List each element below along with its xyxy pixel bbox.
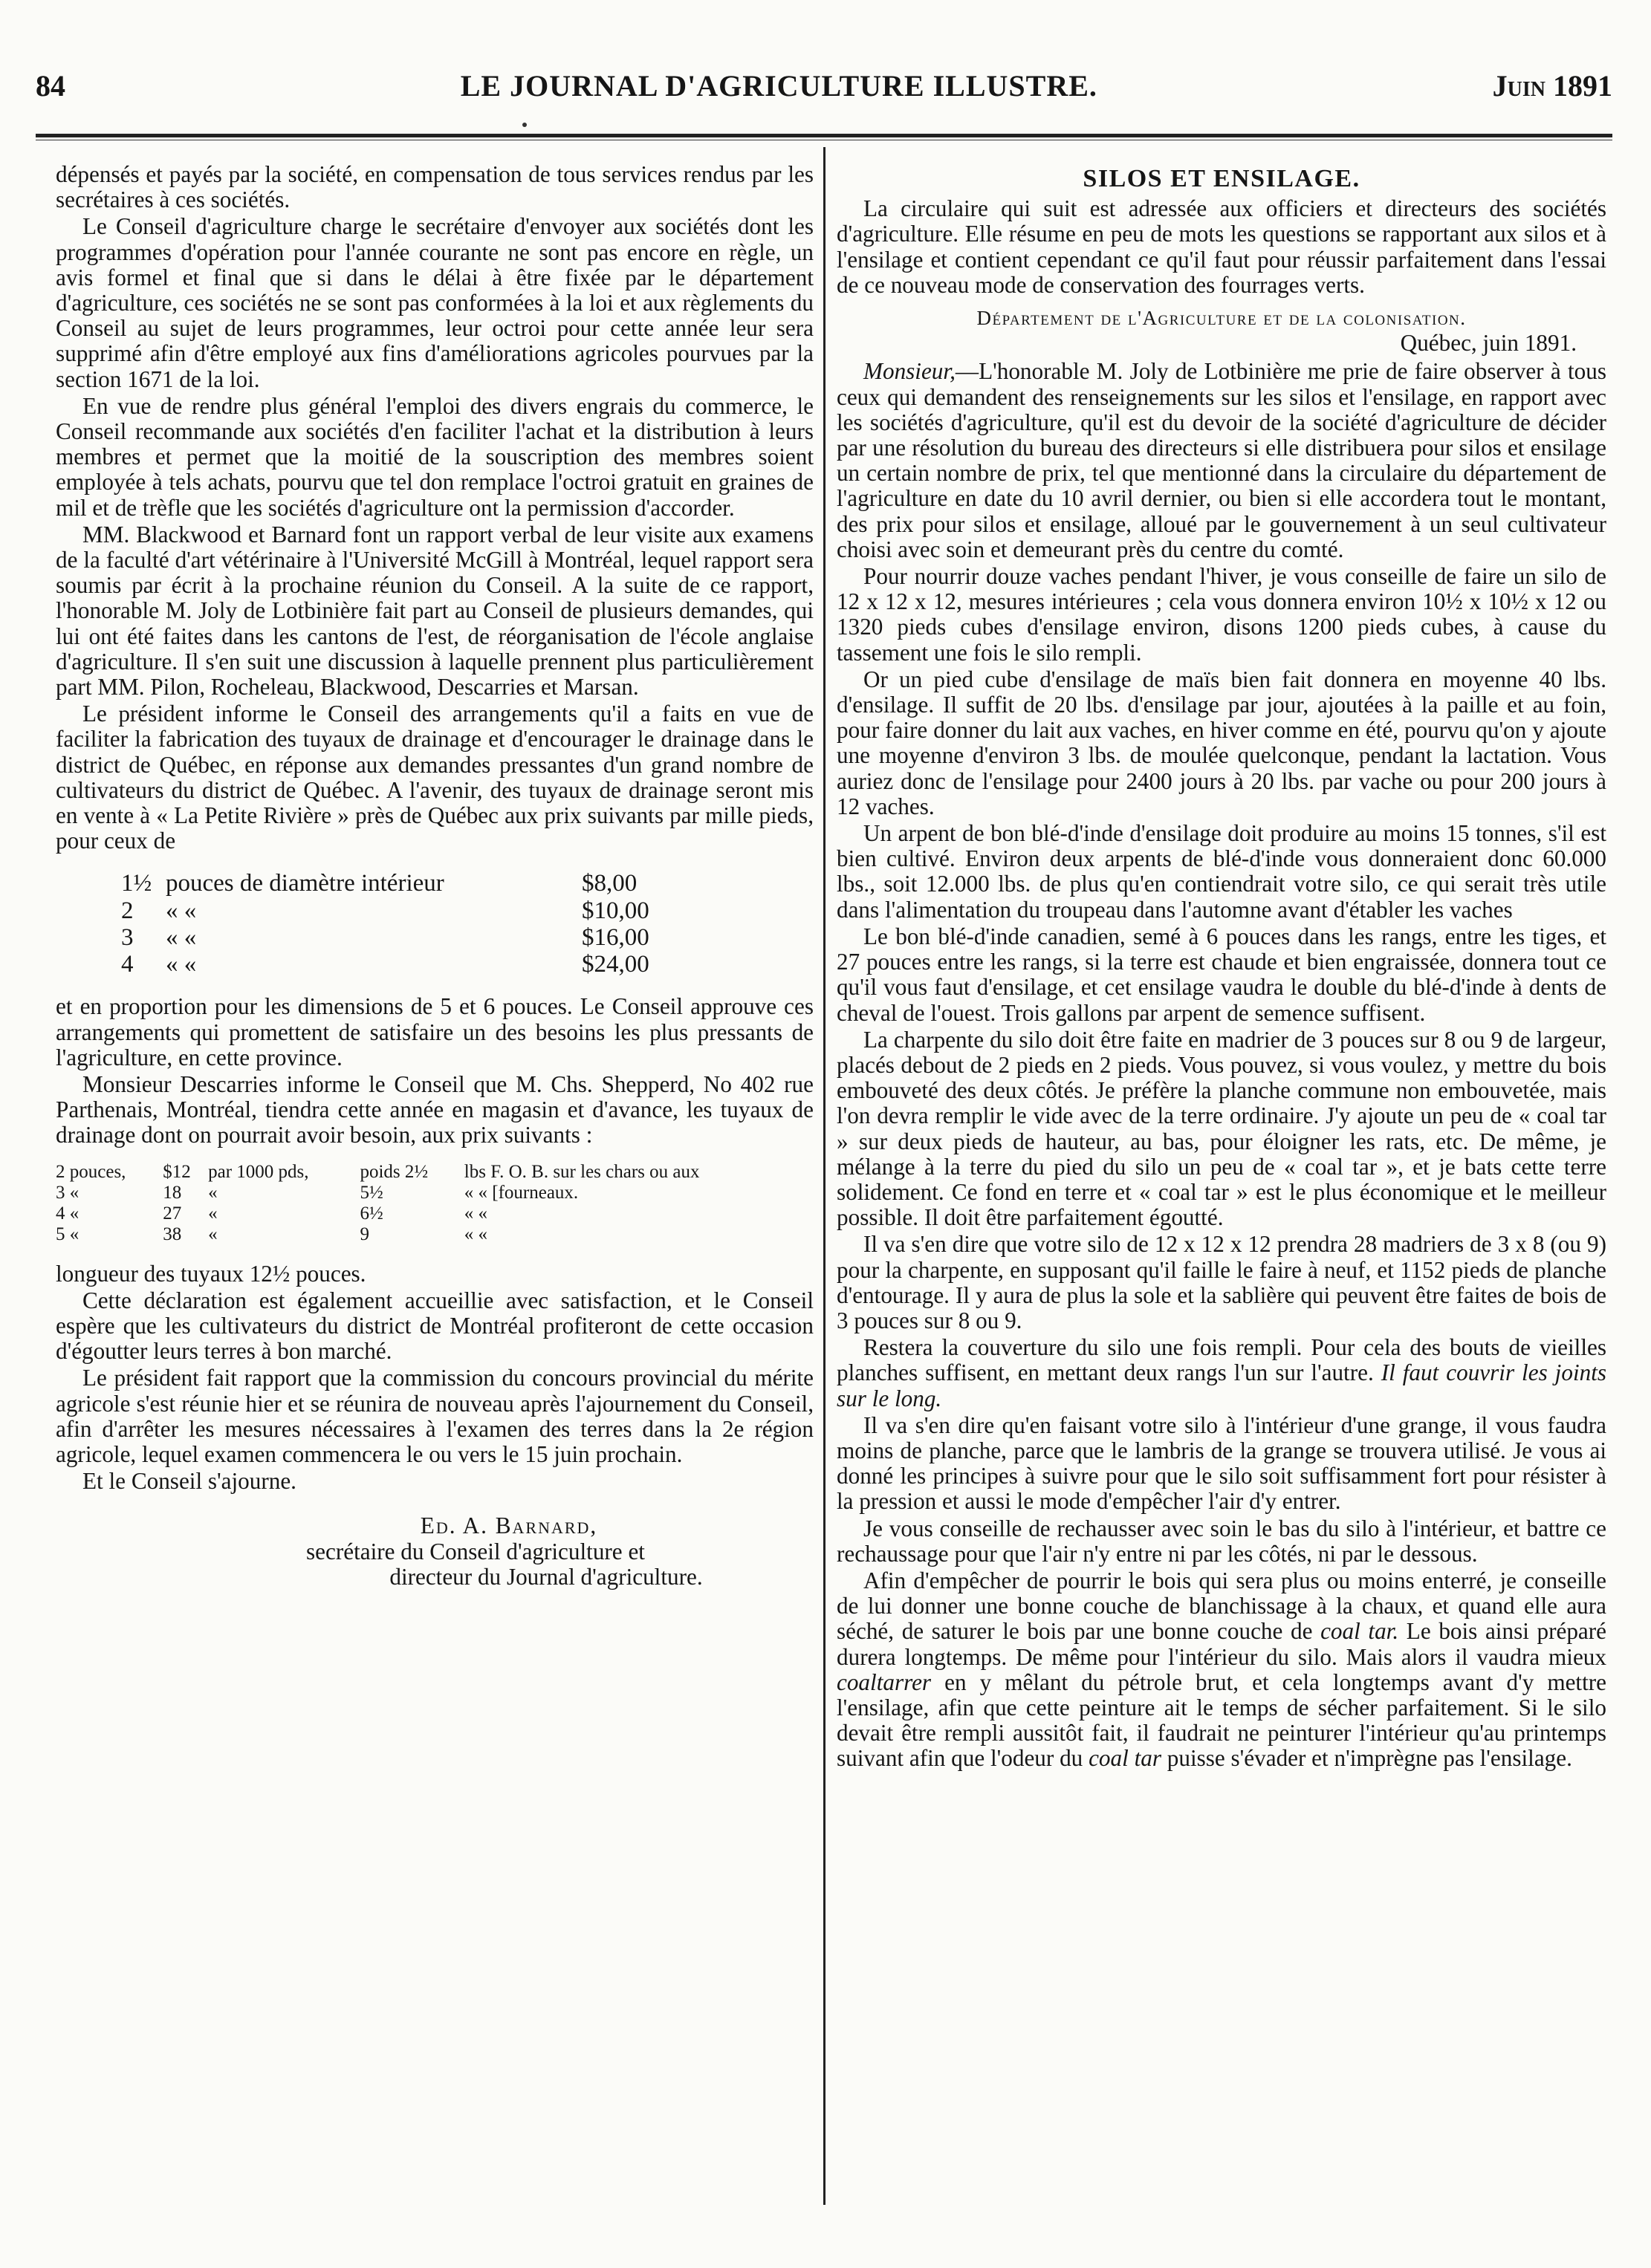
table-row	[121, 897, 701, 924]
paragraph-text: Restera la couverture du silo une fois rempli. Pour cela des bouts de vieilles planches suffisent, en mettant deux rangs l'un sur l'autre.	[837, 1334, 1606, 1386]
article-title: SILOS ET ENSILAGE.	[1083, 165, 1360, 192]
paragraph: Le Conseil d'agriculture charge le secrétaire d'envoyer aux sociétés dont les programmes d'opération pour l'année courante ne sont pas encore en règle, un avis formel et final que si dans le délai à être fixée par le département d'agriculture, ces sociétés ne se sont pas conformées à la loi et aux règlements du Conseil au sujet de leurs programmes, leur octroi pour cette année leur sera supprimé afin d'être employé aux fins d'améliorations agricoles pourvues par la section 1671 de la loi.	[56, 213, 814, 392]
cell: 5 «	[56, 1224, 80, 1244]
cell: $12	[163, 1161, 191, 1182]
paragraph: Il va s'en dire que votre silo de 12 x 12 x 12 prendra 28 madriers de 3 x 8 (ou 9) pour la charpente, en supposant qu'il faille le faire à neuf, et 1152 pieds de planche d'entourage. Il y aura de plus la sole et la sablière qui peuvent être faites de bois de 3 pouces sur 8 ou 9.	[837, 1231, 1606, 1333]
cell: 9	[360, 1224, 369, 1244]
cell: « «	[464, 1224, 488, 1244]
paragraph: dépensés et payés par la société, en compensation de tous services rendus par les secrétaires à ces sociétés.	[56, 161, 814, 213]
cell: 18	[163, 1182, 182, 1203]
signature-block	[56, 1513, 814, 1590]
paragraph-text: puisse s'évader et n'imprègne pas l'ensilage.	[1161, 1745, 1572, 1772]
tile-size: 1½	[121, 870, 152, 897]
paragraph: MM. Blackwood et Barnard font un rapport verbal de leur visite aux examens de la faculté d'art vétérinaire à l'Université McGill à Montréal, lequel rapport sera soumis par écrit à la prochaine réunion du Conseil. A la suite de ce rapport, l'honorable M. Joly de Lotbinière fait part au Conseil de plusieurs demandes, qui lui ont été faites dans les cantons de l'est, de réorganisation de l'école anglaise d'agriculture. Il s'en suit une discussion à laquelle prennent plus particulièrement part MM. Pilon, Rocheleau, Blackwood, Descarries et Marsan.	[56, 521, 814, 701]
emphasis: Il faut couvrir les joints sur le long.	[837, 1359, 1607, 1411]
running-header	[36, 68, 1612, 113]
tile-size: 2	[121, 897, 134, 924]
paragraph: La circulaire qui suit est adressée aux officiers et directeurs des sociétés d'agriculture. Elle résume en peu de mots les questions se rapportant aux silos et à l'ensilage et contient cependant ce qu'il faut pour réussir parfaitement dans l'essai de ce nouveau mode de conservation des fourrages verts.	[837, 195, 1606, 298]
table-row	[121, 870, 701, 897]
emphasis: coal tar	[1089, 1745, 1161, 1772]
table-row	[121, 951, 701, 978]
table-row	[56, 1183, 814, 1203]
cell: «	[208, 1203, 218, 1224]
signature-title: directeur du Journal d'agriculture.	[389, 1563, 703, 1590]
paragraph: Le bon blé-d'inde canadien, semé à 6 pouces dans les rangs, entre les tiges, et 27 pouces entre les rangs, si la terre est chaude et bien engraissée, donnera tout ce qu'il vous faut d'ensilage, et cet ensilage vaudra le double du blé-d'inde à dents de cheval de l'ouest. Trois gallons par arpent de semence suffisent.	[837, 923, 1606, 1026]
cell: «	[208, 1224, 218, 1244]
paragraph: Le président fait rapport que la commission du concours provincial du mérite agricole s'est réunie hier et se réunira de nouveau après l'ajournement du Conseil, afin d'arrêter les mesures nécessaires à l'examen des terres dans la 2e région agricole, lequel examen commencera le ou vers le 15 juin prochain.	[56, 1365, 814, 1467]
paragraph: Un arpent de bon blé-d'inde d'ensilage doit produire au moins 15 tonnes, s'il est bien cultivé. Environ deux arpents de blé-d'inde vous donneraient donc 60.000 lbs., soit 12.000 lbs. de plus qu'en contiendrait votre silo, ce qui serait très utile dans l'alimentation du troupeau dans l'automne avant d'établer les vaches	[837, 820, 1606, 923]
paragraph: En vue de rendre plus général l'emploi des divers engrais du commerce, le Conseil recommande aux sociétés d'en faciliter l'achat et la distribution à leurs membres et permet que la moitié de la souscription des membres soient employée à tels achats, pourvu que tel don remplace l'octroi gratuit en graines de mil et de trèfle que les sociétés d'agriculture ont la permission d'accorder.	[56, 392, 814, 521]
paragraph: longueur des tuyaux 12½ pouces.	[56, 1260, 366, 1287]
paragraph-text: Afin d'empêcher de pourrir le bois qui sera plus ou moins enterré, je conseille de lui donner une bonne couche de blanchissage à la chaux, et quand elle aura séché, de saturer le bois par une bonne couche de	[837, 1567, 1606, 1645]
cell: 5½	[360, 1182, 383, 1203]
paragraph-text: Le bois ainsi préparé durera longtemps. De même pour l'intérieur du silo. Mais alors il vaudra mieux	[837, 1618, 1606, 1670]
tile-label: pouces de diamètre intérieur	[166, 870, 444, 897]
header-dot	[522, 123, 527, 127]
tile-label: « «	[166, 897, 197, 924]
paragraph: Le président informe le Conseil des arrangements qu'il a faits en vue de faciliter la fabrication des tuyaux de drainage et d'encourager le drainage dans le district de Québec, en réponse aux demandes pressantes d'un grand nombre de cultivateurs du district de Québec. A l'avenir, des tuyaux de drainage seront mis en vente à « La Petite Rivière » près de Québec aux prix suivants par mille pieds, pour ceux de	[56, 701, 814, 854]
paragraph	[837, 1568, 1606, 1772]
tile-price: $16,00	[582, 923, 649, 951]
paragraph: et en proportion pour les dimensions de 5 et 6 pouces. Le Conseil approuve ces arrangements qui promettent de satisfaire un des besoins les plus pressants de l'agriculture, en cette province.	[56, 993, 814, 1070]
cell: «	[208, 1182, 218, 1203]
paragraph: Cette déclaration est également accueillie avec satisfaction, et le Conseil espère que les cultivateurs du district de Montréal profiteront de cette occasion d'égoutter leurs terres à bon marché.	[56, 1287, 814, 1365]
left-column	[56, 162, 814, 1590]
cell: poids 2½	[360, 1161, 429, 1182]
cell: 38	[163, 1224, 182, 1244]
table-row	[121, 924, 701, 951]
paragraph	[837, 1335, 1606, 1411]
cell: « «	[464, 1203, 488, 1224]
header-rule-thick	[36, 134, 1612, 137]
table-row	[56, 1203, 814, 1224]
department-heading: Département de l'Agriculture et de la colonisation.	[976, 307, 1467, 330]
paragraph	[837, 359, 1606, 562]
paragraph: Il va s'en dire qu'en faisant votre silo à l'intérieur d'une grange, il vous faudra moins de planche, parce que le lambris de la grange se trouvera utilisé. Je vous ai donné les principes à suivre pour que le silo soit suffisamment fort pour résister à la pression et aussi le mode d'empêcher l'air d'y entrer.	[837, 1411, 1606, 1515]
tile-label: « «	[166, 923, 197, 951]
emphasis: coaltarrer	[837, 1668, 932, 1695]
signature-name: Ed. A. Barnard,	[420, 1512, 598, 1539]
salutation: Monsieur,	[863, 358, 956, 385]
tile-price: $24,00	[582, 951, 649, 978]
journal-title: LE JOURNAL D'AGRICULTURE ILLUSTRE.	[460, 69, 1097, 103]
paragraph: Et le Conseil s'ajourne.	[82, 1468, 296, 1495]
cell: lbs F. O. B. sur les chars ou aux	[464, 1161, 700, 1182]
tile-price: $10,00	[582, 897, 649, 924]
signature-title: secrétaire du Conseil d'agriculture et	[306, 1538, 645, 1564]
cell: 27	[163, 1203, 182, 1224]
cell: par 1000 pds,	[208, 1161, 309, 1182]
cell: 2 pouces,	[56, 1161, 126, 1182]
table-row	[56, 1224, 814, 1245]
paragraph: Pour nourrir douze vaches pendant l'hiver, je vous conseille de faire un silo de 12 x 12 x 12, mesures intérieures ; cela vous donnera environ 10½ x 10½ x 12 ou 1320 pieds cubes d'ensilage environ, disons 1200 pieds cubes, à cause du tassement une fois le silo rempli.	[837, 563, 1606, 666]
paragraph: Or un pied cube d'ensilage de maïs bien fait donnera en moyenne 40 lbs. d'ensilage. Il suffit de 20 lbs. d'ensilage par jour, ajoutées à la paille et au foin, pour faire donner du lait aux vaches, en hiver comme en été, pourvu qu'on y ajoute une moyenne d'environ 3 lbs. de moulée quelconque, pendant la lactation. Vous auriez donc de l'ensilage pour 2400 jours à 20 lbs. par vache ou pour 200 jours à 12 vaches.	[837, 666, 1606, 819]
emphasis: coal tar.	[1320, 1618, 1399, 1645]
tile-size: 4	[121, 951, 134, 978]
paragraph: Monsieur Descarries informe le Conseil que M. Chs. Shepperd, No 402 rue Parthenais, Montréal, tiendra cette année en magasin et d'avance, les tuyaux de drainage dont on pourrait avoir besoin, aux prix suivants :	[56, 1070, 814, 1148]
issue-date: Juin 1891	[1492, 69, 1612, 103]
paragraph: Je vous conseille de rechausser avec soin le bas du silo à l'intérieur, et battre ce rechaussage pour que l'air n'y entre ni par les côtés, ni par le dessous.	[837, 1515, 1606, 1567]
paragraph: La charpente du silo doit être faite en madrier de 3 pouces sur 8 ou 9 de largeur, placés debout de 2 pieds en 2 pieds. Vous pouvez, si vous voulez, y mettre du bois embouveté des deux côtés. Je préfère la planche commune non embouvetée, mais l'on devra remplir le vide avec de la terre ordinaire. J'y ajoute un peu de « coal tar » sur deux pieds de hauteur, au bas, pour éloigner les rats, etc. De même, je mélange à la terre du pied du silo un peu de « coal tar », et je bats cette terre solidement. Ce fond en terre et « coal tar » est le plus économique et le meilleur possible. Il doit être parfaitement égoutté.	[837, 1026, 1606, 1231]
cell: 6½	[360, 1203, 383, 1224]
cell: 4 «	[56, 1203, 80, 1224]
dateline: Québec, juin 1891.	[1400, 330, 1577, 357]
cell: « « [fourneaux.	[464, 1182, 579, 1203]
cell: 3 «	[56, 1182, 80, 1203]
shepperd-price-table	[56, 1162, 814, 1245]
tile-size: 3	[121, 923, 134, 951]
column-divider	[823, 147, 826, 2205]
drain-tile-price-table	[121, 870, 701, 978]
page-number: 84	[36, 69, 65, 103]
tile-price: $8,00	[582, 870, 638, 897]
table-row	[56, 1162, 814, 1183]
paragraph-text: en y mêlant du pétrole brut, et cela longtemps avant d'y mettre l'ensilage, afin que cette peinture ait le temps de sécher parfaitement. Si le silo devait être rempli aussitôt fait, il faudrait ne peinturer l'intérieur qu'au printemps suivant afin que l'odeur du	[837, 1668, 1606, 1772]
tile-label: « «	[166, 951, 197, 978]
paragraph-text: —L'honorable M. Joly de Lotbinière me prie de faire observer à tous ceux qui demandent des renseignements sur les silos et l'ensilage, en rapport avec les sociétés d'agriculture, qu'il est du devoir de la société d'agriculture de décider par une résolution du bureau des directeurs si elle distribuera pour silos et ensilage un certain nombre de prix, tel que mentionné dans la circulaire du département de l'agriculture en date du 10 avril dernier, ou bien si elle accordera tout le montant, des prix pour silos et ensilage, alloué par le gouvernement à un seul cultivateur choisi avec soin et demeurant près du centre du comté.	[837, 358, 1606, 562]
right-column	[837, 162, 1606, 1773]
